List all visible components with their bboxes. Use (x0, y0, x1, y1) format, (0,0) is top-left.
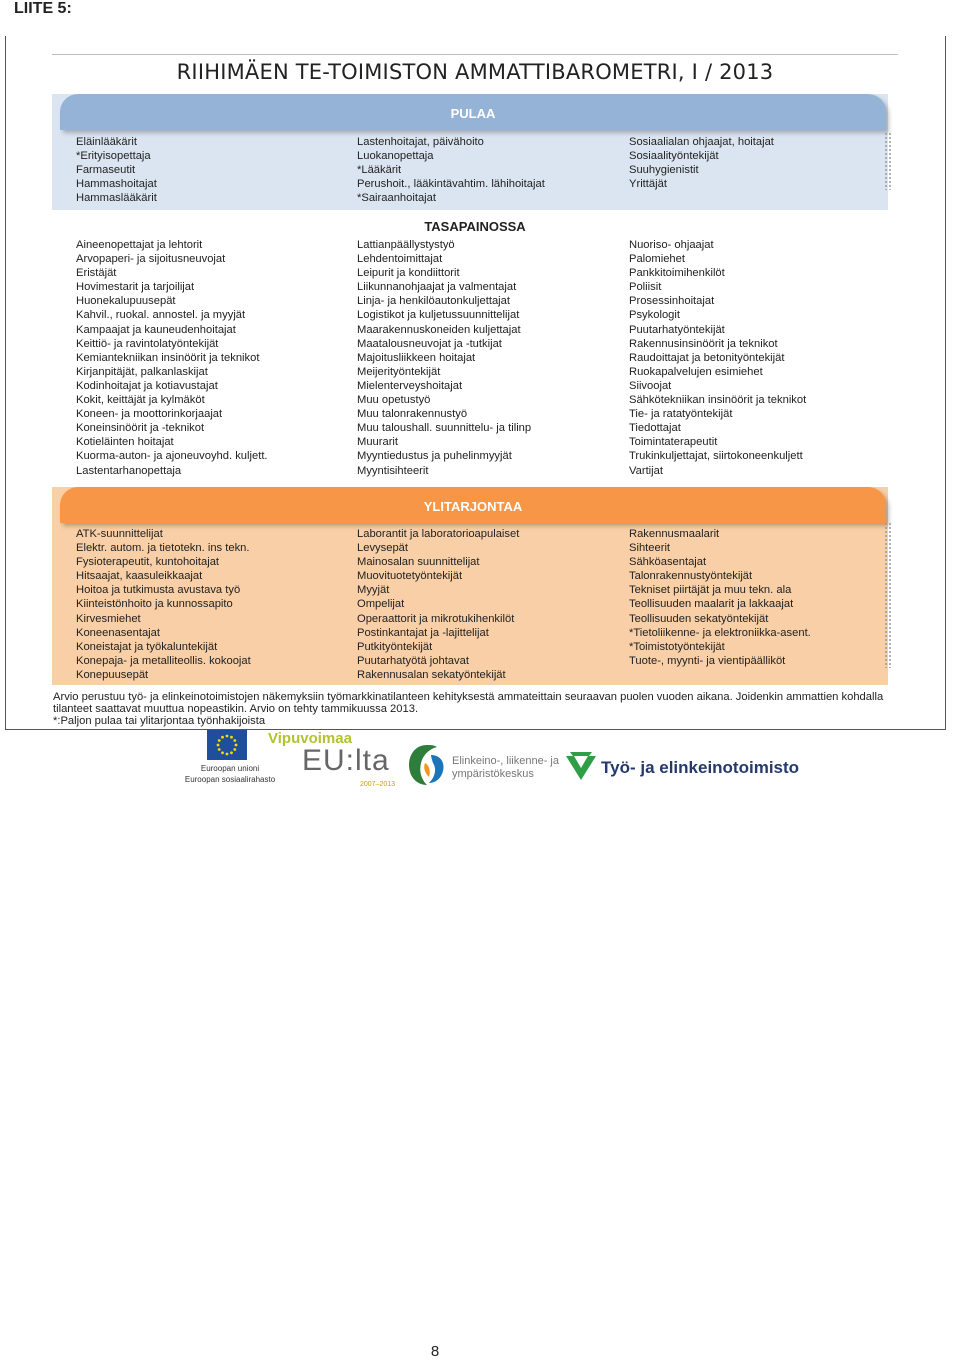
occupation-item: Rakennusinsinöörit ja teknikot (629, 337, 778, 350)
occupation-item: Levysepät (357, 542, 408, 555)
occupation-item: Palomiehet (629, 253, 685, 266)
occupation-item: Hovimestarit ja tarjoilijat (76, 281, 195, 294)
eulta-years-text: 2007–2013 (360, 781, 396, 788)
pulaa-dots-decoration (884, 132, 892, 190)
occupation-item: Liikunnanohjaajat ja valmentajat (357, 281, 517, 294)
occupation-item: Koneinsinöörit ja -teknikot (76, 422, 205, 435)
occupation-item: Maarakennuskoneiden kuljettajat (357, 323, 521, 336)
ely-logo-line-2: ympäristökeskus (452, 768, 534, 780)
occupation-item: Yrittäjät (629, 178, 667, 191)
tasapainossa-col-3 (629, 238, 806, 478)
occupation-item: Teollisuuden sekatyöntekijät (629, 612, 769, 625)
sponsor-logos (150, 728, 810, 792)
te-logo-icon (564, 752, 598, 787)
occupation-item: Toimintaterapeutit (629, 436, 718, 449)
occupation-item: Lehdentoimittajat (357, 253, 443, 266)
occupation-item: Farmaseutit (76, 164, 136, 177)
occupation-item: Muu talonrakennustyö (357, 408, 468, 421)
occupation-item: Meijerityöntekijät (357, 365, 441, 378)
occupation-item: Konepaja- ja metalliteollis. kokoojat (76, 654, 251, 667)
occupation-item: Majoitusliikkeen hoitajat (357, 351, 476, 364)
occupation-item: *Lääkärit (357, 164, 402, 177)
occupation-item: Koneenasentajat (76, 626, 160, 639)
ylitarjontaa-col-2 (357, 527, 519, 682)
vipuvoimaa-logo-text: Vipuvoimaa (268, 730, 352, 747)
occupation-item: Kampaajat ja kauneudenhoitajat (76, 323, 236, 336)
occupation-item: Fysioterapeutit, kuntohoitajat (76, 556, 220, 569)
occupation-item: Kiinteistönhoito ja kunnossapito (76, 598, 233, 611)
occupation-item: Leipurit ja kondiittorit (357, 267, 460, 280)
occupation-item: Psykologit (629, 309, 680, 322)
occupation-item: *Tietoliikenne- ja elektroniikka-asent. (629, 626, 811, 639)
occupation-item: Muovituotetyöntekijät (357, 570, 463, 583)
pulaa-col-3 (629, 135, 774, 191)
occupation-item: Hoitoa ja tutkimusta avustava työ (76, 584, 241, 597)
occupation-item: Kodinhoitajat ja kotiavustajat (76, 379, 218, 392)
occupation-item: Kotieläinten hoitajat (76, 436, 174, 449)
tasapainossa-col-1 (76, 238, 268, 478)
eu-flag-icon (207, 730, 247, 760)
occupation-item: Myyntiedustus ja puhelinmyyjät (357, 450, 512, 463)
occupation-item: Muurarit (357, 436, 399, 449)
eulta-logo-text: EU:lta (302, 744, 390, 777)
occupation-item: *Toimistotyöntekijät (629, 640, 725, 653)
occupation-item: Puutarhatyötä johtavat (357, 654, 469, 667)
occupation-item: Vartijat (629, 464, 663, 477)
occupation-item: Rakennusalan sekatyöntekijät (357, 668, 506, 681)
occupation-item: Eläinlääkärit (76, 136, 137, 148)
pulaa-col-2 (357, 135, 545, 205)
occupation-item: Trukinkuljettajat, siirtokoneenkuljett (629, 450, 803, 463)
occupation-item: Kokit, keittäjät ja kylmäköt (76, 394, 205, 407)
occupation-item: *Erityisopettaja (76, 150, 151, 163)
occupation-item: Kuorma-auton- ja ajoneuvoyhd. kuljett. (76, 450, 268, 463)
occupation-item: Hammashoitajat (76, 178, 157, 191)
occupation-item: Koneen- ja moottorinkorjaajat (76, 408, 223, 421)
occupation-item: Pankkitoimihenkilöt (629, 267, 725, 280)
page-number: 8 (430, 1343, 440, 1360)
occupation-item: Hitsaajat, kaasuleikkaajat (76, 570, 203, 583)
footnote-line-1: Arvio perustuu työ- ja elinkeinotoimistojen näkemyksiin työmarkkinatilanteen kehityksestä ammateittain seuraavan puolen vuoden aikana. Joidenkin ammattien kohdalla (53, 691, 884, 703)
occupation-item: Keittiö- ja ravintolatyöntekijät (76, 337, 219, 350)
occupation-item: Maatalousneuvojat ja -tutkijat (357, 337, 502, 350)
occupation-item: Lastenhoitajat, päivähoito (357, 136, 484, 148)
occupation-item: Sähköasentajat (629, 556, 707, 569)
occupation-item: Puutarhatyöntekijät (629, 323, 725, 336)
occupation-item: Huonekalupuusepät (76, 295, 176, 308)
occupation-item: Muu taloushall. suunnittelu- ja tilinp (357, 422, 532, 435)
ylitarjontaa-col-1 (76, 527, 251, 682)
occupation-item: Nuoriso- ohjaajat (629, 239, 714, 251)
occupation-item: Kahvil., ruokal. annostel. ja myyjät (76, 309, 246, 322)
occupation-item: Siivoojat (629, 379, 672, 392)
occupation-item: Luokanopettaja (357, 150, 434, 163)
ely-logo-text (452, 755, 559, 781)
occupation-item: Myyjät (357, 584, 390, 597)
occupation-item: Mielenterveyshoitajat (357, 379, 463, 392)
tasapainossa-heading: TASAPAINOSSA (424, 219, 526, 234)
occupation-item: Poliisit (629, 281, 662, 294)
occupation-item: Tuote-, myynti- ja vientipäälliköt (629, 654, 786, 667)
occupation-item: Lattianpäällystystyö (357, 239, 455, 251)
ylitarjontaa-col-3 (629, 527, 811, 668)
occupation-item: Myyntisihteerit (357, 464, 429, 477)
occupation-item: Ruokapalvelujen esimiehet (629, 365, 763, 378)
footnote-line-2: tilanteet saattavat muuttua nopeastikin. Arvio on tehty tammikuussa 2013. (53, 703, 419, 715)
occupation-item: Sosiaalityöntekijät (629, 150, 719, 163)
occupation-item: Muu opetustyö (357, 394, 431, 407)
pulaa-col-1 (76, 135, 157, 205)
ely-logo-line-1: Elinkeino-, liikenne- ja (452, 755, 559, 767)
tasapainossa-col-2 (357, 238, 531, 478)
ely-logo-icon (407, 743, 447, 792)
te-logo-text: Työ- ja elinkeinotoimisto (601, 758, 800, 777)
occupation-item: Eristäjät (76, 267, 117, 280)
occupation-item: Koneistajat ja työkaluntekijät (76, 640, 218, 653)
occupation-item: Laborantit ja laboratorioapulaiset (357, 528, 520, 540)
occupation-item: Tie- ja ratatyöntekijät (629, 408, 733, 421)
occupation-item: Kirjanpitäjät, palkanlaskijat (76, 365, 208, 378)
ylitarjontaa-heading: YLITARJONTAA (60, 487, 886, 523)
eu-logo-line-1: Euroopan unioni (200, 764, 260, 773)
occupation-item: Sähkötekniikan insinöörit ja teknikot (629, 394, 807, 407)
occupation-item: Mainosalan suunnittelijat (357, 556, 480, 569)
occupation-item: Elektr. autom. ja tietotekn. ins tekn. (76, 542, 250, 555)
occupation-item: Prosessinhoitajat (629, 295, 715, 308)
occupation-item: Hammaslääkärit (76, 192, 157, 205)
occupation-item: Linja- ja henkilöautonkuljettajat (357, 295, 510, 308)
occupation-item: Ompelijat (357, 598, 405, 611)
pulaa-heading: PULAA (60, 94, 886, 130)
occupation-item: Kirvesmiehet (76, 612, 141, 625)
occupation-item: Logistikot ja kuljetussuunnittelijat (357, 309, 520, 322)
occupation-item: *Sairaanhoitajat (357, 192, 436, 205)
occupation-item: Tiedottajat (629, 422, 681, 435)
occupation-item: Lastentarhanopettaja (76, 464, 182, 477)
footnote (53, 691, 903, 727)
occupation-item: Suuhygienistit (629, 164, 699, 177)
footnote-line-3: *:Paljon pulaa tai ylitarjontaa työnhakijoista (53, 715, 266, 727)
occupation-item: Teollisuuden maalarit ja lakkaajat (629, 598, 794, 611)
attachment-label: LIITE 5: (14, 0, 72, 17)
occupation-item: Operaattorit ja mikrotukihenkilöt (357, 612, 515, 625)
occupation-item: Tekniset piirtäjät ja muu tekn. ala (629, 584, 792, 597)
occupation-item: Putkityöntekijät (357, 640, 433, 653)
barometer-title: RIIHIMÄEN TE-TOIMISTON AMMATTIBAROMETRI, I / 2013 (176, 60, 774, 84)
occupation-item: Raudoittajat ja betonityöntekijät (629, 351, 785, 364)
occupation-item: Kemiantekniikan insinöörit ja teknikot (76, 351, 260, 364)
occupation-item: Sihteerit (629, 542, 671, 555)
title-rule (52, 54, 898, 55)
eu-logo-line-2: Euroopan sosiaalirahasto (184, 775, 276, 784)
occupation-item: Perushoit., lääkintävahtim. lähihoitajat (357, 178, 545, 191)
occupation-item: Sosiaalialan ohjaajat, hoitajat (629, 136, 774, 148)
occupation-item: Talonrakennustyöntekijät (629, 570, 753, 583)
occupation-item: Rakennusmaalarit (629, 528, 720, 540)
occupation-item: ATK-suunnittelijat (76, 528, 163, 540)
occupation-item: Arvopaperi- ja sijoitusneuvojat (76, 253, 226, 266)
occupation-item: Konepuusepät (76, 668, 149, 681)
occupation-item: Postinkantajat ja -lajittelijat (357, 626, 489, 639)
occupation-item: Aineenopettajat ja lehtorit (76, 239, 203, 251)
ylitarjontaa-dots-decoration (884, 522, 892, 668)
eu-logo-text (150, 763, 310, 785)
